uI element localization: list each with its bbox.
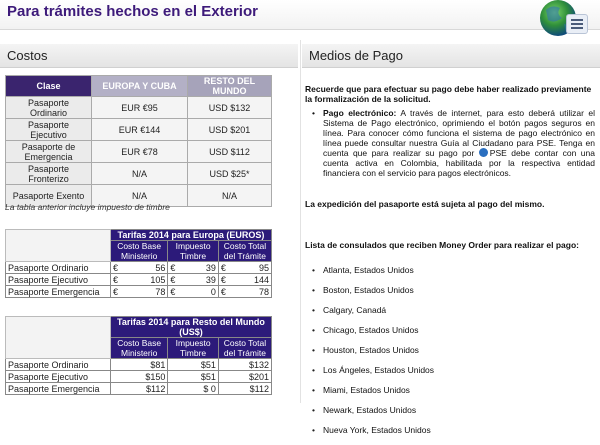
list-item: • Boston, Estados Unidos xyxy=(305,285,595,295)
list-item: • Houston, Estados Unidos xyxy=(305,345,595,355)
consulados-list xyxy=(305,265,595,445)
list-item: • Nueva York, Estados Unidos xyxy=(305,425,595,435)
costos-section-header xyxy=(0,44,298,68)
list-item: • Calgary, Canadá xyxy=(305,305,595,315)
tarifa-europa-table: Tarifas 2014 para Europa (EUROS) Costo Base Ministerio Impuesto Timbre Costo Total del Trámite Pasaporte Ordinario € 56 € 39 € 95 Pasaporte Ejecutivo € 105 € 39 € 144 Pasaporte Emergencia € 78 € 0 € 78 xyxy=(5,229,272,298)
pse-icon[interactable] xyxy=(479,148,488,157)
table-row: Pasaporte Emergencia € 78 € 0 € 78 xyxy=(6,286,272,298)
table-row: Pasaporte Emergencia $112 $ 0 $112 xyxy=(6,383,272,395)
table-row: Pasaporte Ejecutivo EUR €144 USD $201 xyxy=(6,119,272,141)
costos-title: Costos xyxy=(7,48,48,63)
medios-title: Medios de Pago xyxy=(309,48,403,63)
table-row: Pasaporte Ordinario EUR €95 USD $132 xyxy=(6,97,272,119)
table-row: Pasaporte Fronterizo N/A USD $25* xyxy=(6,163,272,185)
table-row: Pasaporte Ejecutivo $150 $51 $201 xyxy=(6,371,272,383)
table-row: Pasaporte Ordinario $81 $51 $132 xyxy=(6,359,272,371)
list-item: • Miami, Estados Unidos xyxy=(305,385,595,395)
page-header xyxy=(0,0,600,30)
costos-col-resto: RESTO DEL MUNDO xyxy=(188,76,272,97)
list-item: • Atlanta, Estados Unidos xyxy=(305,265,595,275)
menu-icon xyxy=(571,19,583,21)
page-title: Para trámites hechos en el Exterior xyxy=(7,3,258,20)
tarifa-mundo-table: Tarifas 2014 para Resto del Mundo (US$) Costo Base Ministerio Impuesto Timbre Costo Total del Trámite Pasaporte Ordinario $81 $51 $132 Pasaporte Ejecutivo $150 $51 $201 Pasaporte Emergencia $112 $ 0 $112 xyxy=(5,316,272,395)
consulados-title: Lista de consulados que reciben Money Order para realizar el pago: xyxy=(305,240,579,250)
menu-button[interactable] xyxy=(566,14,588,34)
list-item: • Chicago, Estados Unidos xyxy=(305,325,595,335)
column-divider xyxy=(300,40,301,403)
tarifa-europa-title: Tarifas 2014 para Europa (EUROS) xyxy=(111,230,272,241)
table-row: Pasaporte Ordinario € 56 € 39 € 95 xyxy=(6,262,272,274)
pse-link[interactable]: PSE xyxy=(489,148,507,158)
list-item: • Newark, Estados Unidos xyxy=(305,405,595,415)
list-item: • Los Ángeles, Estados Unidos xyxy=(305,365,595,375)
costos-note: La tabla anterior incluye impuesto de timbre xyxy=(5,202,170,212)
costos-col-europa: EUROPA Y CUBA xyxy=(92,76,188,97)
costos-col-clase: Clase xyxy=(6,76,92,97)
medios-section-header xyxy=(302,44,600,68)
costos-table xyxy=(5,75,272,207)
table-row: Pasaporte Exento N/A N/A xyxy=(6,185,272,207)
pago-electronico: • Pago electrónico: A través de internet, para esto deberá utilizar el Sistema de Pago electrónico, oprimiendo el botón pagos seguros en línea. Para conocer cómo funciona el sistema de pago electrónico en línea puede consultar nuestra Guía al Ciudadano para PSE. Tenga en cuenta que para realizar su pago por PSE debe contar con una cuenta activa en Colombia, habilitada por la respectiva entidad financiera con el servicio para pagos electrónicos. xyxy=(305,108,595,178)
tarifa-mundo-title: Tarifas 2014 para Resto del Mundo (US$) xyxy=(111,317,272,338)
table-row: Pasaporte Ejecutivo € 105 € 39 € 144 xyxy=(6,274,272,286)
table-row: Pasaporte de Emergencia EUR €78 USD $112 xyxy=(6,141,272,163)
medios-intro: Recuerde que para efectuar su pago debe haber realizado previamente la formalización de la solicitud. xyxy=(305,84,592,104)
expedicion-note: La expedición del pasaporte está sujeta al pago del mismo. xyxy=(305,199,545,209)
